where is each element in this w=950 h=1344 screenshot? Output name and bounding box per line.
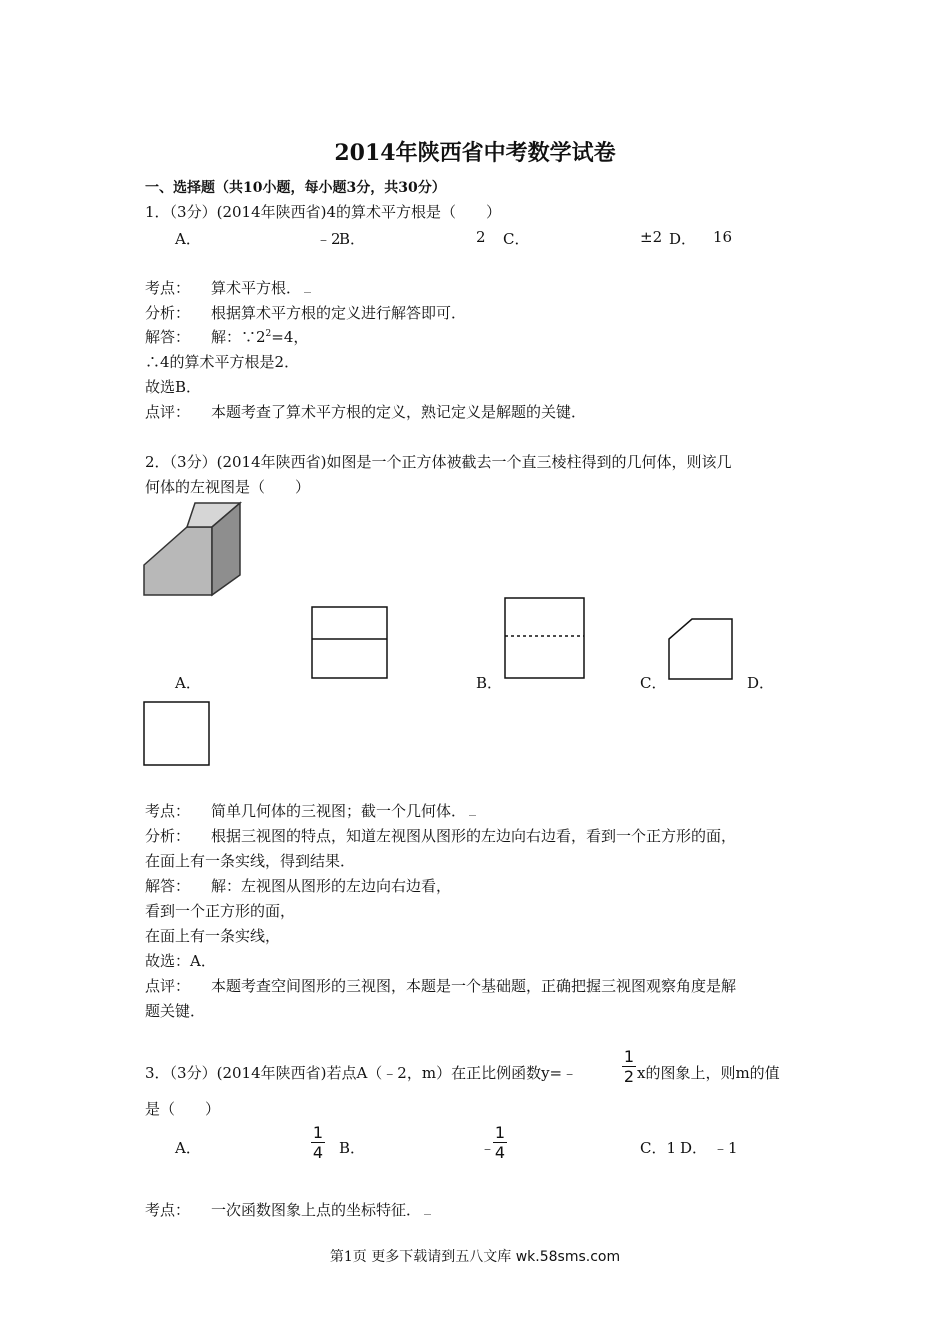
q2-stem-line1: 2．（3分）(2014年陕西省)如图是一个正方体被截去一个直三棱柱得到的几何体，则该几: [145, 453, 732, 471]
q2-option-a-figure: [310, 605, 390, 681]
q3-option-b-sign: ﹣: [480, 1139, 496, 1157]
q2-solid-figure: [142, 500, 246, 600]
q3-option-c: C．1: [640, 1139, 677, 1157]
q1-option-d-value: 16: [713, 228, 733, 246]
q2-jieda-line3: 在面上有一条实线，: [145, 927, 281, 945]
q1-jieda-line2: ∴4的算术平方根是2．: [145, 353, 300, 371]
q3-kaodian: 考点： 一次函数图象上点的坐标特征．: [145, 1199, 431, 1220]
q3-option-a-label: A．: [175, 1139, 201, 1157]
q1-option-a-value: ﹣2: [316, 230, 341, 248]
q2-fenxi-line2: 在面上有一条实线，得到结果．: [145, 852, 356, 870]
section-heading: 一、选择题（共10小题，每小题3分，共30分）: [145, 180, 446, 196]
q3-stem-fraction: 1 2: [623, 1047, 635, 1086]
q1-dianping: 点评： 本题考查了算术平方根的定义，熟记定义是解题的关键．: [145, 403, 587, 421]
q1-option-c-label: C．: [503, 230, 530, 248]
q1-option-b-value: 2: [476, 228, 486, 246]
page-footer: 第1页 更多下载请到五八文库 wk.58sms.com: [329, 1249, 621, 1265]
q1-jieda-line3: 故选B．: [145, 378, 202, 396]
page-title: 2014年陕西省中考数学试卷: [334, 140, 616, 166]
q3-stem-post: x的图象上，则m的值: [637, 1064, 780, 1082]
q2-dianping-line2: 题关键．: [145, 1002, 206, 1020]
q1-kaodian: 考点： 算术平方根．: [145, 277, 311, 298]
q2-kaodian: 考点： 简单几何体的三视图；截一个几何体．: [145, 800, 476, 821]
q2-jieda-line4: 故选：A．: [145, 952, 216, 970]
q2-option-a-label: A．: [175, 674, 201, 692]
q1-fenxi: 分析： 根据算术平方根的定义进行解答即可．: [145, 304, 467, 322]
q2-option-b-figure: [503, 596, 587, 681]
q1-jieda: 解答： 解：$\because 2^2=4$，: [145, 328, 309, 346]
q3-option-b-label: B．: [339, 1139, 366, 1157]
q1-option-b-label: B．: [339, 230, 366, 248]
q2-fenxi: 分析： 根据三视图的特点，知道左视图从图形的左边向右边看，看到一个正方形的面，: [145, 827, 737, 845]
q3-option-d: D． ﹣1: [680, 1139, 738, 1157]
q1-option-a-label: A．: [175, 230, 201, 248]
q2-option-d-label: D．: [747, 674, 775, 692]
q3-option-b-fraction: 1 4: [494, 1123, 506, 1162]
q3-stem-pre: 3．（3分）(2014年陕西省)若点A（﹣2，m）在正比例函数y=﹣: [145, 1064, 578, 1082]
q1-option-d-label: D．: [669, 230, 697, 248]
q2-dianping: 点评： 本题考查空间图形的三视图，本题是一个基础题，正确把握三视图观察角度是解: [145, 977, 737, 995]
q2-jieda: 解答： 解：左视图从图形的左边向右边看，: [145, 877, 452, 895]
q2-stem-line2: 何体的左视图是（ ）: [145, 478, 311, 496]
q1-option-c-value: ±2: [640, 228, 663, 246]
q2-option-c-label: C．: [640, 674, 667, 692]
q3-stem-line2: 是（ ）: [145, 1100, 221, 1118]
q2-option-b-label: B．: [476, 674, 503, 692]
q2-option-d-figure: [143, 701, 211, 767]
q2-jieda-line2: 看到一个正方形的面，: [145, 902, 296, 920]
q3-option-a-fraction: 1 4: [312, 1123, 324, 1162]
q1-stem: 1．（3分）(2014年陕西省)4的算术平方根是（ ）: [145, 203, 502, 221]
q2-option-c-figure: [667, 617, 735, 681]
